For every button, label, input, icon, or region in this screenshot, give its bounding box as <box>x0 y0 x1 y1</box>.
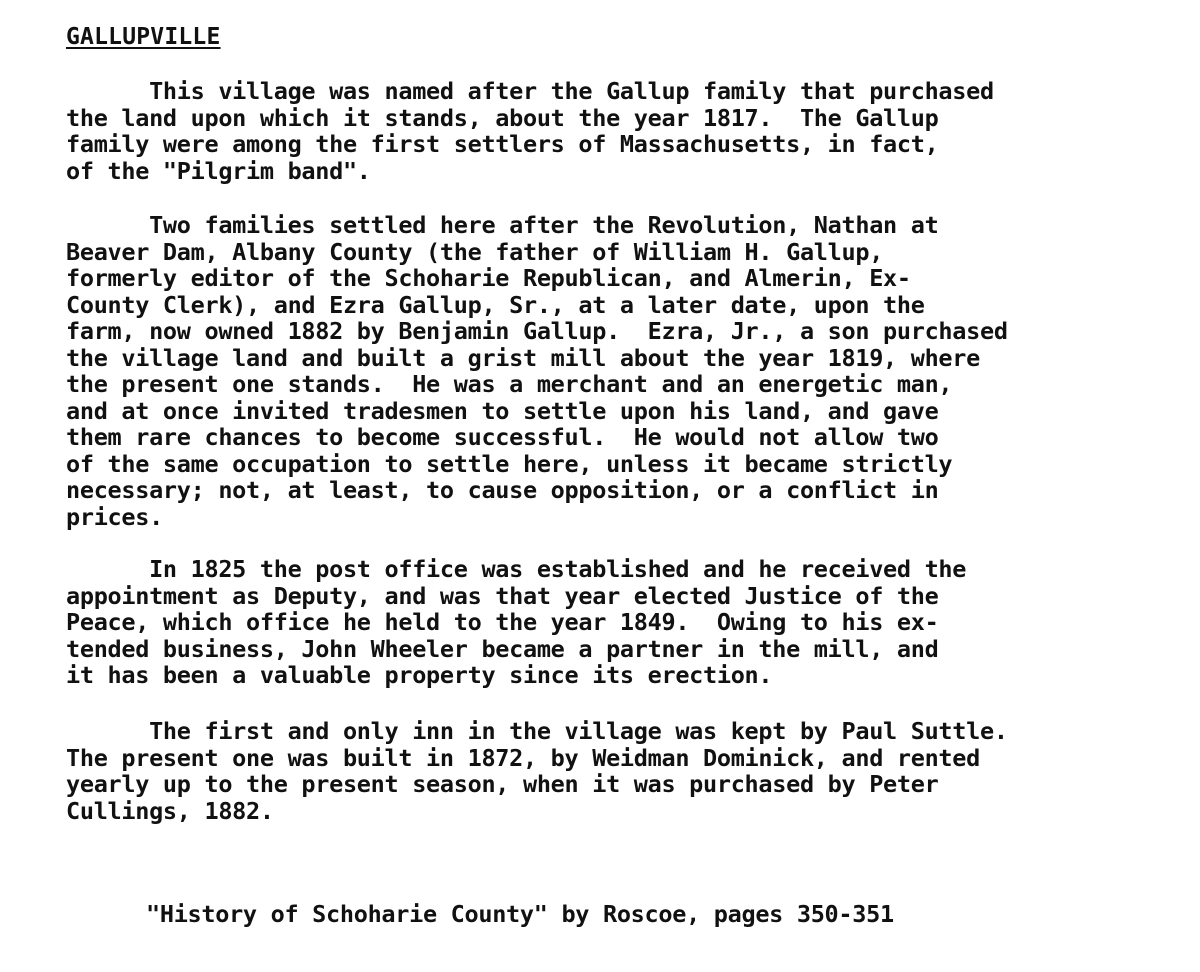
text-line: the village land and built a grist mill about the year 1819, where <box>66 343 980 372</box>
text-line: Two families settled here after the Revolution, Nathan at <box>66 211 939 239</box>
text-line: formerly editor of the Schoharie Republican, and Almerin, Ex- <box>66 264 911 292</box>
text-line: Peace, which office he held to the year 1849. Owing to his ex- <box>66 608 939 636</box>
text-line: prices. <box>66 502 163 531</box>
text-line: In 1825 the post office was established and he received the <box>66 555 967 583</box>
text-line: Cullings, 1882. <box>66 796 274 825</box>
text-line: This village was named after the Gallup family that purchased <box>66 77 994 105</box>
paragraph-settlers <box>66 212 1008 530</box>
text-line: farm, now owned 1882 by Benjamin Gallup. Ezra, Jr., a son purchased <box>66 317 1008 345</box>
text-line: necessary; not, at least, to cause opposition, or a conflict in <box>66 476 939 504</box>
paragraph-inn <box>66 718 1008 824</box>
text-line: of the same occupation to settle here, unless it became strictly <box>66 449 953 478</box>
text-line: yearly up to the present season, when it was purchased by Peter <box>66 770 939 798</box>
page-title: GALLUPVILLE <box>66 24 221 50</box>
source-citation: "History of Schoharie County" by Roscoe, pages 350-351 <box>146 900 894 928</box>
text-line: tended business, John Wheeler became a partner in the mill, and <box>66 634 939 663</box>
paragraph-naming <box>66 78 994 184</box>
text-line: appointment as Deputy, and was that year elected Justice of the <box>66 581 939 610</box>
text-line: them rare chances to become successful. He would not allow two <box>66 423 939 451</box>
paragraph-post-office <box>66 556 966 689</box>
text-line: The present one was built in 1872, by Weidman Dominick, and rented <box>66 743 980 772</box>
text-line: County Clerk), and Ezra Gallup, Sr., at a later date, upon the <box>66 290 925 319</box>
text-line: the present one stands. He was a merchant and an energetic man, <box>66 370 953 398</box>
text-line: Beaver Dam, Albany County (the father of William H. Gallup, <box>66 237 884 266</box>
text-line: and at once invited tradesmen to settle upon his land, and gave <box>66 396 939 425</box>
text-line: family were among the first settlers of Massachusetts, in fact, <box>66 130 939 158</box>
text-line: The first and only inn in the village was kept by Paul Suttle. <box>66 717 1008 745</box>
text-line: of the "Pilgrim band". <box>66 156 371 185</box>
text-line: the land upon which it stands, about the year 1817. The Gallup <box>66 103 939 132</box>
text-line: it has been a valuable property since its erection. <box>66 661 773 689</box>
